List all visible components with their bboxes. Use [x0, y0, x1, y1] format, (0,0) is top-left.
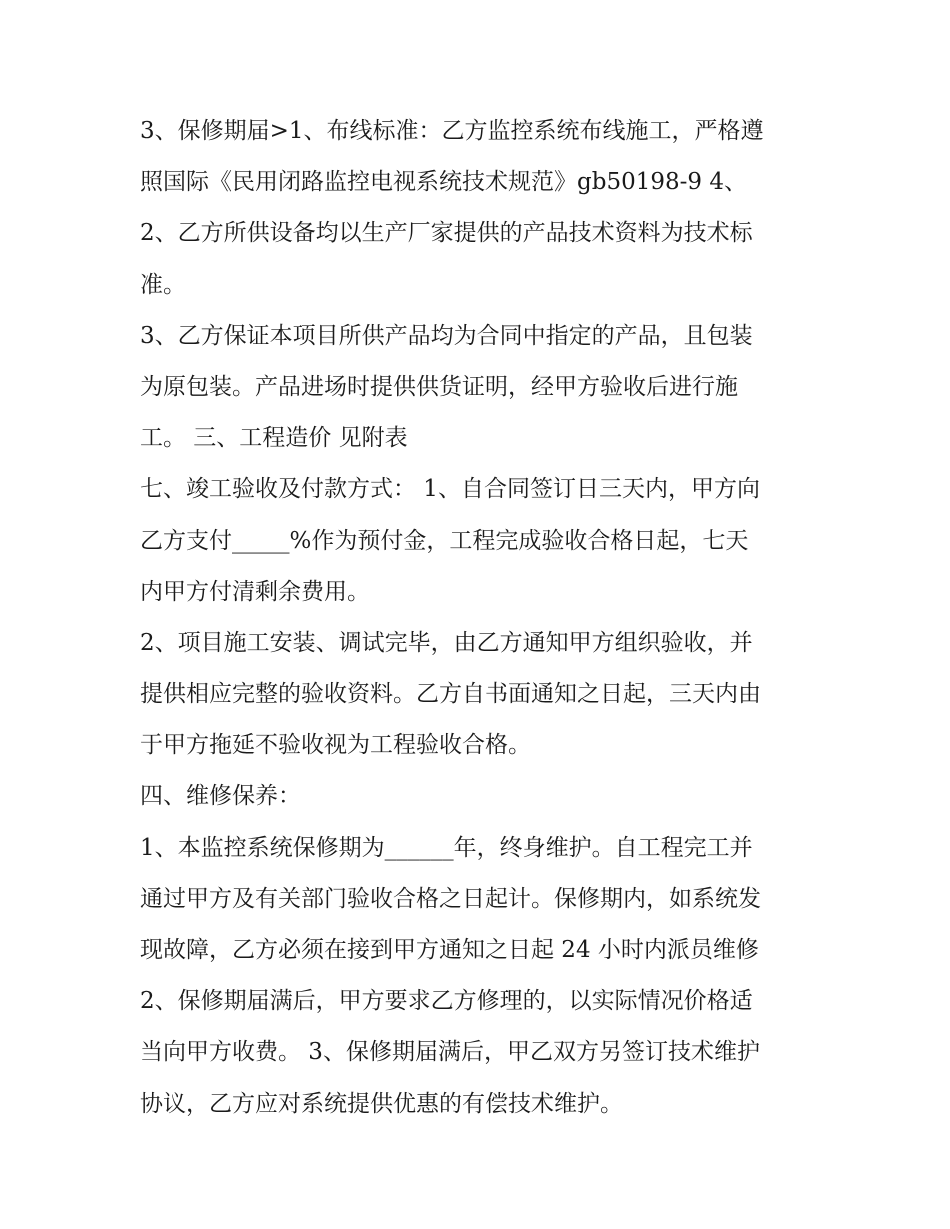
text-line: 2、乙方所供设备均以生产厂家提供的产品技术资料为技术标 — [140, 220, 753, 247]
text-line: 2、项目施工安装、调试完毕，由乙方通知甲方组织验收，并 — [140, 629, 753, 656]
text-line: 于甲方拖延不验收视为工程验收合格。 — [140, 732, 531, 759]
text-line: 七、竣工验收及付款方式： 1、自合同签订日三天内，甲方向 — [140, 476, 760, 503]
text-line: 为原包装。产品进场时提供供货证明，经甲方验收后进行施 — [140, 373, 738, 400]
document-body — [140, 106, 820, 1130]
text-line: 通过甲方及有关部门验收合格之日起计。保修期内，如系统发 — [140, 885, 761, 912]
text-line: 协议，乙方应对系统提供优惠的有偿技术维护。 — [140, 1090, 623, 1117]
text-line: 3、保修期届>1、布线标准：乙方监控系统布线施工，严格遵 — [140, 118, 764, 144]
text-line: 现故障，乙方必须在接到甲方通知之日起 24 小时内派员维修 — [140, 937, 759, 963]
text-line: 工。 三、工程造价 见附表 — [140, 425, 408, 452]
text-line: 乙方支付_____%作为预付金，工程完成验收合格日起，七天 — [140, 527, 749, 554]
text-line: 3、乙方保证本项目所供产品均为合同中指定的产品，且包装 — [140, 322, 753, 349]
text-line: 四、维修保养： — [140, 783, 301, 810]
text-line: 2、保修期届满后，甲方要求乙方修理的，以实际情况价格适 — [140, 988, 753, 1015]
text-line: 1、本监控系统保修期为______年，终身维护。自工程完工并 — [140, 834, 753, 861]
text-line: 提供相应完整的验收资料。乙方自书面通知之日起，三天内由 — [140, 681, 761, 708]
text-line: 当向甲方收费。 3、保修期届满后，甲乙双方另签订技术维护 — [140, 1039, 760, 1066]
text-line: 内甲方付清剩余费用。 — [140, 578, 370, 605]
text-line: 照国际《民用闭路监控电视系统技术规范》gb50198-9 4、 — [140, 169, 747, 196]
text-line: 准。 — [140, 271, 186, 298]
